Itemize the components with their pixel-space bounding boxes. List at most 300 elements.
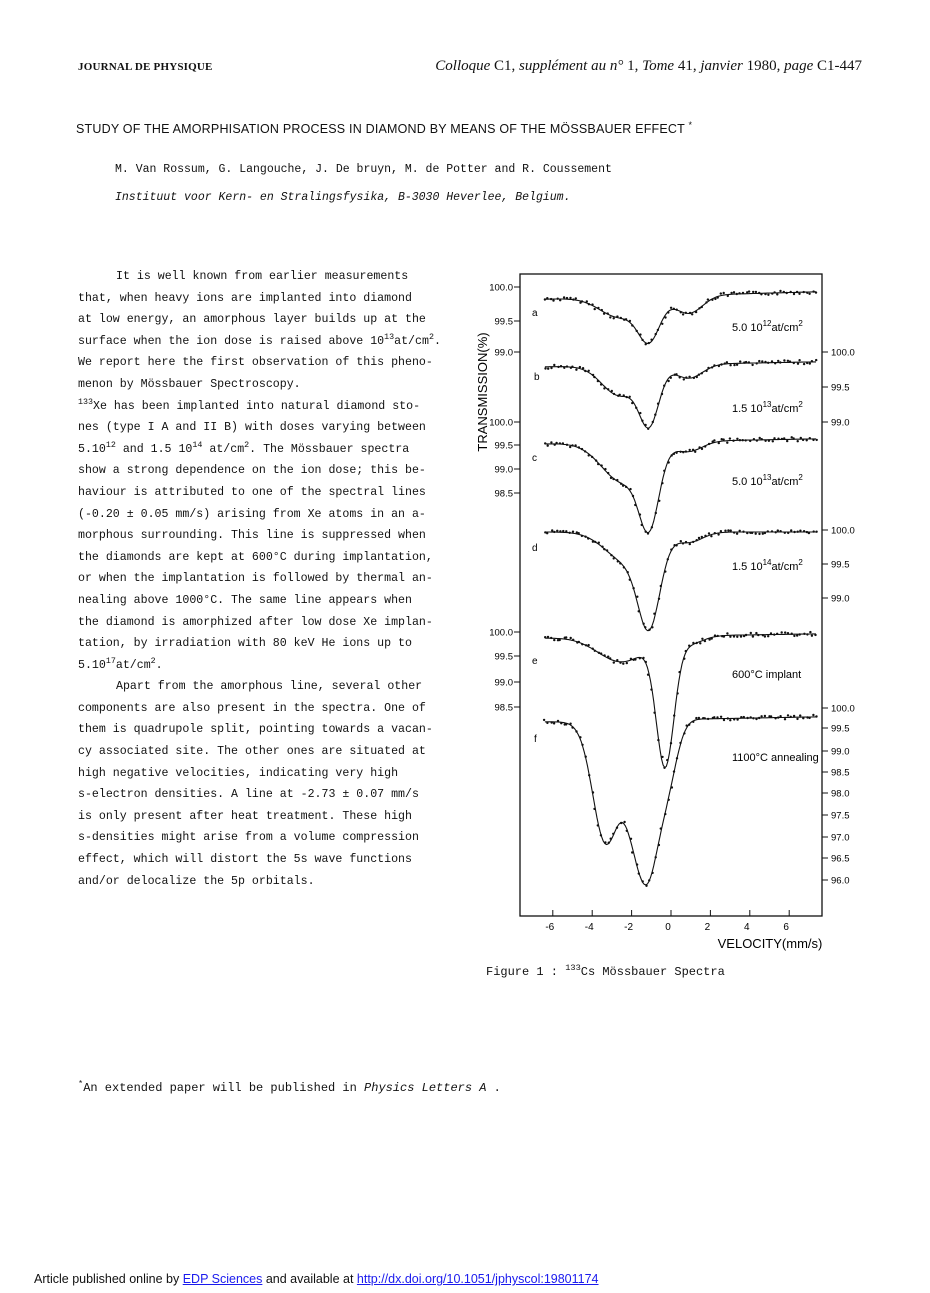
data-point	[546, 297, 548, 299]
data-point	[661, 323, 663, 325]
data-point	[791, 633, 793, 635]
superscript: 13	[384, 331, 395, 342]
data-point	[559, 299, 561, 301]
line: high negative velocities, indicating very high	[78, 766, 399, 780]
data-point	[581, 744, 583, 746]
data-point	[595, 459, 597, 461]
line: effect, which will distort the 5s wave functions	[78, 853, 412, 867]
data-point	[816, 439, 818, 441]
data-point	[736, 438, 738, 440]
data-point	[767, 635, 769, 637]
data-point	[612, 833, 614, 835]
data-point	[786, 440, 788, 442]
data-point	[736, 636, 738, 638]
right-tick-label: 96.0	[831, 875, 850, 887]
data-point	[767, 362, 769, 364]
data-point	[562, 442, 564, 444]
data-point	[657, 329, 659, 331]
superscript: 12	[105, 439, 116, 450]
figure-caption	[486, 965, 725, 979]
data-point	[751, 532, 753, 534]
data-point	[764, 715, 766, 717]
data-point	[714, 298, 716, 300]
authors: M. Van Rossum, G. Langouche, J. De bruyn, M. de Potter and R. Coussement	[115, 163, 612, 176]
data-point	[685, 312, 687, 314]
data-point	[784, 718, 786, 720]
data-point	[636, 863, 638, 865]
data-point	[695, 717, 697, 719]
data-point	[701, 638, 703, 640]
data-point	[664, 570, 666, 572]
data-point	[657, 739, 659, 741]
data-point	[563, 367, 565, 369]
data-point	[781, 631, 783, 633]
superscript: 2	[244, 439, 250, 450]
data-point	[707, 718, 709, 720]
institution: Instituut voor Kern- en Stralingsfysika, B-3030 Heverlee, Belgium.	[115, 191, 571, 204]
data-point	[755, 533, 757, 535]
data-point	[786, 292, 788, 294]
data-point	[655, 856, 657, 858]
data-point	[806, 439, 808, 441]
data-point	[739, 360, 741, 362]
data-point	[797, 363, 799, 365]
data-point	[609, 657, 611, 659]
data-point	[555, 442, 557, 444]
data-point	[720, 530, 722, 532]
data-point	[610, 477, 612, 479]
data-point	[603, 654, 605, 656]
data-point	[758, 533, 760, 535]
superscript: 2	[428, 331, 434, 342]
data-point	[631, 851, 633, 853]
x-tick-label: 0	[665, 922, 671, 933]
line: nealing above 1000°C. The same line appears when	[78, 593, 412, 607]
data-point	[704, 445, 706, 447]
left-tick-label: 100.0	[489, 627, 513, 639]
data-point	[723, 635, 725, 637]
data-point	[811, 360, 813, 362]
data-point	[771, 360, 773, 362]
line: at/cm	[394, 334, 429, 348]
footnote-mark: *	[78, 1079, 84, 1089]
title-footnote-mark: *	[688, 119, 693, 130]
data-point	[773, 633, 775, 635]
data-point	[644, 626, 646, 628]
data-point	[777, 716, 779, 718]
plot-frame	[520, 274, 822, 916]
caption-text: Cs Mössbauer Spectra	[580, 965, 725, 979]
data-point	[693, 377, 695, 379]
data-point	[803, 291, 805, 293]
data-point	[592, 791, 594, 793]
data-point	[571, 444, 573, 446]
data-point	[553, 722, 555, 724]
data-point	[653, 712, 655, 714]
data-point	[722, 438, 724, 440]
publisher-link[interactable]: EDP Sciences	[182, 1272, 263, 1286]
data-point	[773, 437, 775, 439]
data-point	[610, 554, 612, 556]
data-point	[661, 393, 663, 395]
data-point	[572, 298, 574, 300]
data-point	[617, 560, 619, 562]
data-point	[663, 470, 665, 472]
data-point	[710, 535, 712, 537]
data-point	[560, 722, 562, 724]
data-point	[799, 714, 801, 716]
data-point	[723, 719, 725, 721]
data-point	[569, 532, 571, 534]
data-point	[742, 292, 744, 294]
data-point	[547, 445, 549, 447]
data-point	[685, 376, 687, 378]
data-point	[566, 365, 568, 367]
data-point	[809, 362, 811, 364]
right-tick-label: 100.0	[831, 525, 855, 537]
data-point	[667, 311, 669, 313]
data-point	[608, 842, 610, 844]
data-point	[553, 639, 555, 641]
data-point	[579, 366, 581, 368]
line: surface when the ion dose is raised above 10	[78, 334, 385, 348]
data-point	[620, 483, 622, 485]
spectrum-letter-a: a	[532, 308, 538, 319]
line: tation, by irradiation with 80 keV He ions up to	[78, 637, 412, 651]
data-point	[761, 360, 763, 362]
spectrum-fit-line	[545, 532, 816, 631]
data-point	[620, 822, 622, 824]
data-point	[760, 293, 762, 295]
data-point	[758, 360, 760, 362]
data-point	[559, 530, 561, 532]
data-point	[745, 439, 747, 441]
data-point	[566, 444, 568, 446]
data-point	[657, 403, 659, 405]
data-point	[550, 637, 552, 639]
data-point	[620, 317, 622, 319]
right-tick-label: 99.5	[831, 382, 850, 394]
data-point	[644, 424, 646, 426]
data-point	[581, 300, 583, 302]
data-point	[689, 449, 691, 451]
data-point	[793, 531, 795, 533]
data-point	[733, 364, 735, 366]
data-point	[742, 531, 744, 533]
data-point	[772, 440, 774, 442]
line: that, when heavy ions are implanted into diamond	[78, 291, 412, 305]
data-point	[625, 318, 627, 320]
data-point	[793, 715, 795, 717]
data-point	[647, 532, 649, 534]
data-point	[790, 529, 792, 531]
data-point	[679, 742, 681, 744]
line: Apart from the amorphous line, several other	[116, 680, 423, 694]
data-point	[773, 291, 775, 293]
data-point	[704, 717, 706, 719]
data-point	[739, 530, 741, 532]
spectrum-letter-e: e	[532, 656, 538, 667]
superscript: 14	[192, 439, 203, 450]
data-point	[707, 298, 709, 300]
data-point	[783, 291, 785, 293]
data-point	[746, 717, 748, 719]
data-point	[647, 428, 649, 430]
data-point	[756, 362, 758, 364]
data-point	[613, 557, 615, 559]
data-point	[562, 530, 564, 532]
data-point	[793, 362, 795, 364]
data-point	[678, 671, 680, 673]
data-point	[629, 488, 631, 490]
data-point	[627, 571, 629, 573]
data-point	[607, 472, 609, 474]
data-point	[761, 438, 763, 440]
right-tick-label: 100.0	[831, 347, 855, 359]
data-point	[626, 662, 628, 664]
data-point	[607, 312, 609, 314]
footnote-journal: Physics Letters A	[364, 1081, 487, 1095]
data-point	[565, 530, 567, 532]
data-point	[634, 658, 636, 660]
data-point	[661, 482, 663, 484]
data-point	[705, 301, 707, 303]
data-point	[641, 339, 643, 341]
data-point	[631, 324, 633, 326]
year: 1980,	[742, 58, 785, 74]
data-point	[630, 838, 632, 840]
right-tick-label: 97.0	[831, 832, 850, 844]
line: them is quadrupole split, pointing towards a vacan-	[78, 723, 433, 737]
data-point	[790, 291, 792, 293]
data-point	[708, 532, 710, 534]
data-point	[683, 658, 685, 660]
data-point	[809, 437, 811, 439]
data-point	[802, 717, 804, 719]
data-point	[600, 652, 602, 654]
line: and 1.5 10	[115, 442, 193, 456]
data-point	[688, 645, 690, 647]
data-point	[726, 442, 728, 444]
data-point	[750, 716, 752, 718]
data-point	[597, 463, 599, 465]
right-tick-label: 98.5	[831, 767, 850, 779]
data-point	[604, 468, 606, 470]
data-point	[680, 540, 682, 542]
superscript: 2	[150, 655, 156, 666]
tome-label: Tome	[642, 58, 675, 74]
data-point	[692, 721, 694, 723]
data-point	[701, 536, 703, 538]
journal-name: JOURNAL DE PHYSIQUE	[78, 61, 213, 73]
data-point	[755, 632, 757, 634]
data-point	[798, 293, 800, 295]
data-point	[658, 598, 660, 600]
data-point	[587, 537, 589, 539]
data-point	[544, 636, 546, 638]
line: haviour is attributed to one of the spectral lines	[78, 485, 426, 499]
data-point	[645, 885, 647, 887]
data-point	[651, 626, 653, 628]
data-point	[682, 313, 684, 315]
footnote-text: An extended paper will be published in	[83, 1081, 365, 1095]
data-point	[636, 330, 638, 332]
data-point	[717, 296, 719, 298]
line: We report here the first observation of this pheno-	[78, 356, 433, 370]
right-tick-label: 99.5	[831, 559, 850, 571]
title-text: STUDY OF THE AMORPHISATION PROCESS IN DIAMOND BY MEANS OF THE MÖSSBAUER EFFECT	[76, 122, 685, 136]
spectrum-letter-b: b	[534, 372, 540, 383]
data-point	[755, 291, 757, 293]
data-point	[593, 376, 595, 378]
data-point	[592, 648, 594, 650]
line: and/or delocalize the 5p orbitals.	[78, 874, 315, 888]
data-point	[668, 799, 670, 801]
data-point	[668, 461, 670, 463]
data-point	[565, 636, 567, 638]
data-point	[543, 719, 545, 721]
data-point	[736, 533, 738, 535]
line: .	[433, 334, 441, 348]
data-point	[711, 366, 713, 368]
data-point	[671, 786, 673, 788]
data-point	[770, 632, 772, 634]
caption-prefix: Figure 1 :	[486, 965, 566, 979]
data-point	[698, 537, 700, 539]
data-point	[566, 297, 568, 299]
data-point	[553, 364, 555, 366]
data-point	[789, 360, 791, 362]
right-tick-label: 96.5	[831, 853, 850, 865]
data-point	[698, 307, 700, 309]
data-point	[752, 291, 754, 293]
data-point	[557, 720, 559, 722]
data-point	[803, 633, 805, 635]
data-point	[701, 372, 703, 374]
data-point	[600, 834, 602, 836]
line: .	[155, 658, 163, 672]
data-point	[738, 292, 740, 294]
data-point	[565, 723, 567, 725]
spectrum-letter-f: f	[534, 734, 537, 745]
spectrum-label-b: 1.5 $10^{13}at/cm^2$	[732, 400, 803, 415]
data-point	[550, 367, 552, 369]
x-tick-label: 2	[704, 922, 711, 933]
data-point	[632, 587, 634, 589]
data-point	[645, 661, 647, 663]
data-point	[676, 757, 678, 759]
data-point	[670, 548, 672, 550]
data-point	[560, 365, 562, 367]
spectrum-letter-d: d	[532, 543, 538, 554]
data-point	[572, 639, 574, 641]
right-tick-label: 99.0	[831, 417, 850, 429]
left-tick-label: 99.5	[494, 651, 513, 663]
line: components are also present in the spectra. One of	[78, 701, 426, 715]
data-point	[812, 290, 814, 292]
data-point	[571, 726, 573, 728]
data-point	[705, 370, 707, 372]
data-point	[639, 412, 641, 414]
data-point	[812, 714, 814, 716]
data-point	[652, 421, 654, 423]
data-point	[748, 361, 750, 363]
data-point	[683, 732, 685, 734]
x-tick-label: 6	[783, 922, 789, 933]
data-point	[797, 440, 799, 442]
data-point	[642, 623, 644, 625]
data-point	[600, 383, 602, 385]
data-point	[727, 717, 729, 719]
data-point	[588, 303, 590, 305]
data-point	[588, 370, 590, 372]
data-point	[553, 531, 555, 533]
line: 5.10	[78, 658, 106, 672]
data-point	[653, 613, 655, 615]
data-point	[696, 539, 698, 541]
data-point	[613, 317, 615, 319]
data-point	[796, 718, 798, 720]
data-point	[787, 632, 789, 634]
data-point	[613, 661, 615, 663]
data-point	[544, 298, 546, 300]
data-point	[708, 638, 710, 640]
data-point	[755, 718, 757, 720]
data-point	[796, 634, 798, 636]
x-tick-label: -2	[624, 922, 634, 933]
data-point	[557, 366, 559, 368]
line: s-electron densities. A line at -2.73 ± 0.07 mm/s	[78, 788, 419, 802]
data-point	[546, 722, 548, 724]
right-tick-label: 97.5	[831, 810, 850, 822]
data-point	[658, 844, 660, 846]
data-point	[594, 541, 596, 543]
data-point	[813, 530, 815, 532]
data-point	[591, 456, 593, 458]
y-axis-label: TRANSMISSION(%)	[475, 332, 490, 452]
paragraph-1	[78, 266, 463, 676]
x-axis-ticks	[545, 910, 789, 933]
data-point	[600, 464, 602, 466]
data-point	[650, 688, 652, 690]
data-point	[708, 443, 710, 445]
doi-link[interactable]: http://dx.doi.org/10.1051/jphyscol:19801174	[356, 1272, 599, 1286]
page-label: page	[784, 58, 814, 74]
data-point	[664, 813, 666, 815]
data-point	[764, 440, 766, 442]
data-point	[695, 311, 697, 313]
data-point	[660, 585, 662, 587]
left-tick-label: 99.5	[494, 316, 513, 328]
data-point	[764, 293, 766, 295]
data-point	[584, 536, 586, 538]
data-point	[670, 377, 672, 379]
data-point	[800, 437, 802, 439]
right-tick-label: 99.0	[831, 746, 850, 758]
line: It is well known from earlier measurements	[116, 270, 409, 283]
data-point	[720, 292, 722, 294]
data-point	[588, 454, 590, 456]
data-point	[578, 532, 580, 534]
data-point	[636, 596, 638, 598]
data-point	[815, 359, 817, 361]
data-point	[557, 298, 559, 300]
data-point	[601, 309, 603, 311]
spectrum-label-d: 1.5 $10^{14}at/cm^2$	[732, 558, 803, 573]
data-point	[762, 533, 764, 535]
left-tick-label: 99.5	[494, 440, 513, 452]
data-point	[676, 309, 678, 311]
